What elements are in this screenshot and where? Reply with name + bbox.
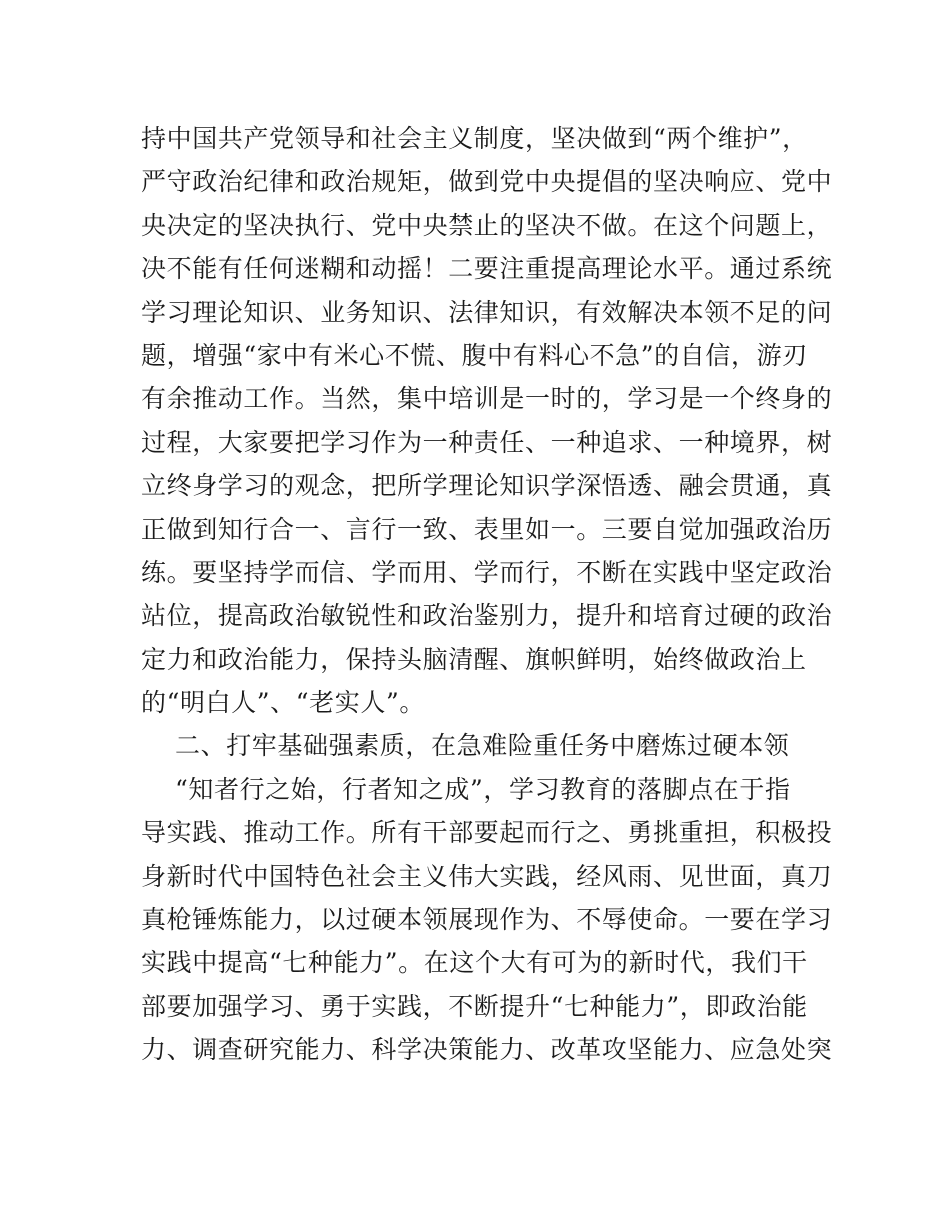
paragraph-line: 定力和政治能力，保持头脑清醒、旗帜鲜明，始终做政治上 (141, 644, 807, 674)
paragraph-line: “知者行之始，行者知之成”，学习教育的落脚点在于指 (175, 774, 791, 804)
paragraph-line: 正做到知行合一、言行一致、表里如一。三要自觉加强政治历 (141, 514, 833, 544)
paragraph-line: 力、调查研究能力、科学决策能力、改革攻坚能力、应急处突 (141, 1035, 833, 1065)
paragraph-line: 决不能有任何迷糊和动摇！二要注重提高理论水平。通过系统 (141, 254, 833, 284)
paragraph-line: 立终身学习的观念，把所学理论知识学深悟透、融会贯通，真 (141, 471, 833, 501)
paragraph-line: 身新时代中国特色社会主义伟大实践，经风雨、见世面，真刀 (141, 861, 833, 891)
paragraph-line: 练。要坚持学而信、学而用、学而行，不断在实践中坚定政治 (141, 557, 833, 587)
paragraph-line: 题，增强“家中有米心不慌、腹中有料心不急”的自信，游刃 (141, 340, 808, 370)
document-body (141, 117, 833, 1072)
paragraph-line: 部要加强学习、勇于实践，不断提升“七种能力”，即政治能 (141, 991, 808, 1021)
paragraph-line: 严守政治纪律和政治规矩，做到党中央提倡的坚决响应、党中 (141, 167, 833, 197)
paragraph-line: 真枪锤炼能力，以过硬本领展现作为、不辱使命。一要在学习 (141, 905, 833, 935)
paragraph-line: 央决定的坚决执行、党中央禁止的坚决不做。在这个问题上， (141, 210, 833, 240)
section-heading: 二、打牢基础强素质，在急难险重任务中磨炼过硬本领 (175, 731, 790, 761)
paragraph-line: 有余推动工作。当然，集中培训是一时的，学习是一个终身的 (141, 384, 833, 414)
paragraph-line: 过程，大家要把学习作为一种责任、一种追求、一种境界，树 (141, 427, 833, 457)
paragraph-line: 学习理论知识、业务知识、法律知识，有效解决本领不足的问 (141, 297, 833, 327)
paragraph-line: 的“明白人”、“老实人”。 (141, 688, 425, 718)
paragraph-line: 站位，提高政治敏锐性和政治鉴别力，提升和培育过硬的政治 (141, 601, 833, 631)
paragraph-line: 实践中提高“七种能力”。在这个大有可为的新时代，我们干 (141, 948, 808, 978)
paragraph-line: 导实践、推动工作。所有干部要起而行之、勇挑重担，积极投 (141, 818, 833, 848)
paragraph-line: 持中国共产党领导和社会主义制度，坚决做到“两个维护”， (141, 124, 808, 153)
